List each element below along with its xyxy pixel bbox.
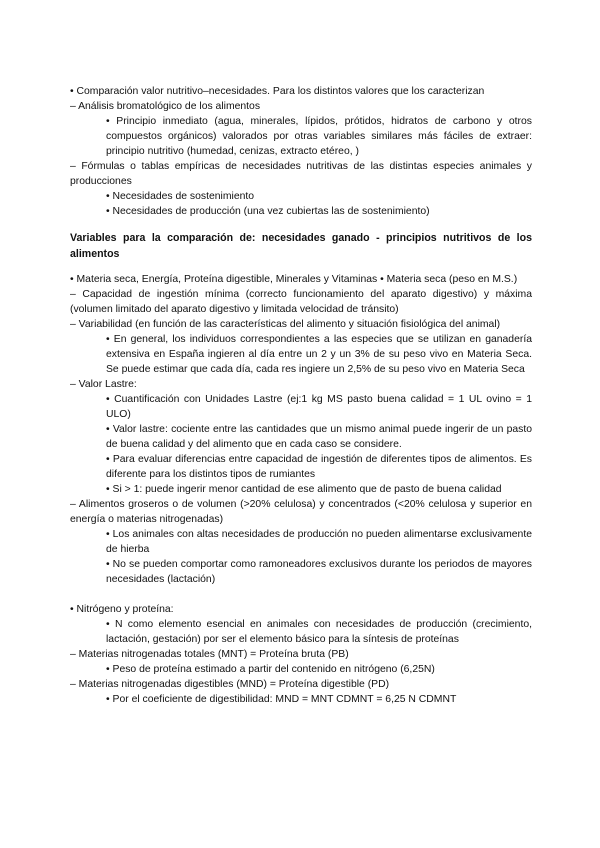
bullet-comparison: • Comparación valor nutritivo–necesidades. Para los distintos valores que los caracterizan <box>70 86 485 97</box>
section-heading: Variables para la comparación de: necesidades ganado - principios nutritivos de los alimentos <box>70 232 532 260</box>
bullet-nitrogeno: • Nitrógeno y proteína: <box>70 604 174 616</box>
bullet-n-elemento: • N como elemento esencial en animales con necesidades de producción (crecimiento, lactación, gestación) por ser el elemento básico para la síntesis de proteínas <box>106 619 532 646</box>
bullet-valor-lastre-def: • Valor lastre: cociente entre las cantidades que un mismo animal puede ingerir de un pasto de buena calidad y del alimento que en cada caso se considere. <box>106 424 532 451</box>
bullet-altas-necesidades: • Los animales con altas necesidades de producción no pueden alimentarse exclusivamente de hierba <box>106 529 532 556</box>
dash-mnd: – Materias nitrogenadas digestibles (MND) = Proteína digestible (PD) <box>70 679 390 691</box>
bullet-evaluar-diferencias: • Para evaluar diferencias entre capacidad de ingestión de diferentes tipos de alimentos. Es diferente para los distintos tipos de rumiantes <box>106 454 532 481</box>
dash-bromatological-analysis: – Análisis bromatológico de los alimentos <box>70 101 261 112</box>
dash-valor-lastre: – Valor Lastre: <box>70 379 137 391</box>
dash-capacidad-ingestion: – Capacidad de ingestión mínima (correcto funcionamiento del aparato digestivo) y máxima (volumen limitado del aparato digestivo y limitada velocidad de tránsito) <box>70 289 532 316</box>
bullet-sostenimiento: • Necesidades de sostenimiento <box>106 191 255 202</box>
bullet-si-mayor-1: • Si > 1: puede ingerir menor cantidad de ese alimento que de pasto de buena calidad <box>106 484 502 496</box>
document-page <box>70 84 532 707</box>
dash-mnt: – Materias nitrogenadas totales (MNT) = Proteína bruta (PB) <box>70 649 349 661</box>
dash-variabilidad: – Variabilidad (en función de las características del alimento y situación fisiológica del animal) <box>70 319 501 331</box>
bullet-en-general: • En general, los individuos correspondientes a las especies que se utilizan en ganadería extensiva en España ingieren al día entre un 2 y un 3% de su peso vivo en Materia Seca. Se puede estimar que cada día, cada res ingiere un 2,5% de su peso vivo en Materia Seca <box>106 334 532 376</box>
bullet-materia-seca: • Materia seca, Energía, Proteína digestible, Minerales y Vitaminas • Materia seca (peso en M.S.) <box>70 274 518 286</box>
spacer <box>70 587 532 602</box>
bullet-coeficiente: • Por el coeficiente de digestibilidad: MND = MNT CDMNT = 6,25 N CDMNT <box>106 694 457 706</box>
bullet-produccion: • Necesidades de producción (una vez cubiertas las de sostenimiento) <box>106 206 430 217</box>
dash-formulas-tables: – Fórmulas o tablas empíricas de necesidades nutritivas de las distintas especies animales y producciones <box>70 161 532 187</box>
bullet-ramoneadores: • No se pueden comportar como ramoneadores exclusivos durante los periodos de mayores necesidades (lactación) <box>106 559 532 586</box>
bullet-peso-proteina: • Peso de proteína estimado a partir del contenido en nitrógeno (6,25N) <box>106 664 435 676</box>
bullet-cuantificacion: • Cuantificación con Unidades Lastre (ej:1 kg MS pasto buena calidad = 1 UL ovino = 1 ULO) <box>106 394 532 421</box>
bullet-principio-inmediato: • Principio inmediato (agua, minerales, lípidos, prótidos, hidratos de carbono y otros compuestos orgánicos) valorados por otras variables similares más fáciles de extraer: principio nutritivo (humedad, cenizas, extracto etéreo, ) <box>106 116 532 157</box>
dash-alimentos-groseros: – Alimentos groseros o de volumen (>20% celulosa) y concentrados (<20% celulosa y superior en energía o materias nitrogenadas) <box>70 499 532 526</box>
